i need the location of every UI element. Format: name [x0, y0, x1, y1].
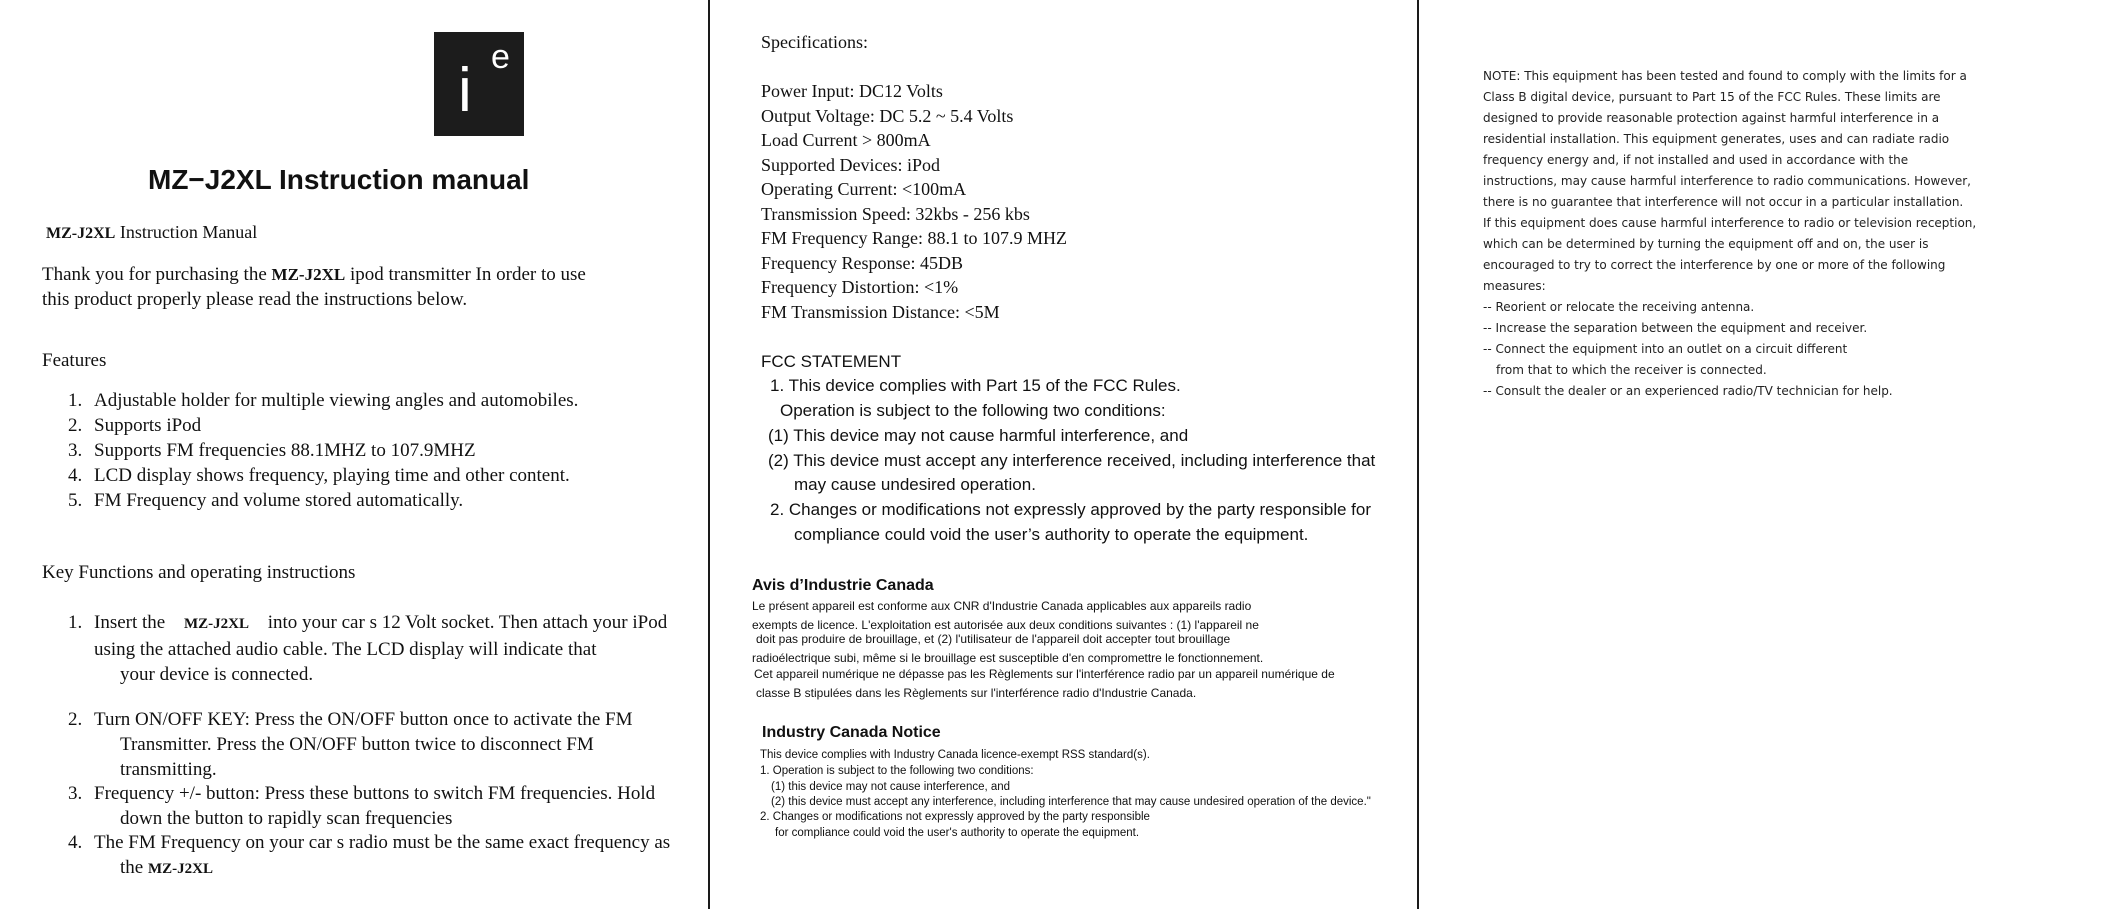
note-line: from that to which the receiver is connected. [1496, 363, 1767, 377]
note-line: residential installation. This equipment generates, uses and can radiate radio [1483, 132, 1950, 146]
kf1-line-1 [68, 610, 667, 637]
spec-item: Power Input: DC12 Volts [761, 81, 943, 101]
spec-list [761, 79, 1067, 324]
kf-num: 1. [68, 612, 83, 633]
spec-heading: Specifications: [761, 32, 868, 52]
intro-pre: Thank you for purchasing the [42, 264, 272, 285]
feature-text: FM Frequency and volume stored automatically. [94, 490, 464, 511]
spec-item: Frequency Response: 45DB [761, 252, 963, 273]
manual-subtitle [46, 222, 257, 243]
key-function-2 [68, 707, 633, 782]
ic-line: (1) this device may not cause interference, and [771, 781, 1011, 793]
fcc-line: (1) This device may not cause harmful interference, and [768, 426, 1189, 445]
kf-num: 2. [68, 709, 83, 730]
feature-num: 1. [68, 390, 83, 411]
spec-item: FM Transmission Distance: <5M [761, 301, 1000, 322]
feature-text: Adjustable holder for multiple viewing angles and automobiles. [94, 390, 579, 411]
avis-line: Le présent appareil est conforme aux CNR d'Industrie Canada applicables aux appareils radio [752, 599, 1252, 613]
feature-item [68, 388, 578, 413]
key-function-3 [68, 781, 655, 831]
kf-num: 4. [68, 832, 83, 853]
avis-line: radioélectrique subi, même si le brouillage est susceptible d'en compromettre le fonctionnement. [752, 651, 1264, 665]
note-line: NOTE: This equipment has been tested and found to comply with the limits for a [1483, 69, 1967, 83]
intro-paragraph [42, 262, 586, 312]
kf2-line-3: transmitting. [120, 759, 217, 780]
spec-item: Supported Devices: iPod [761, 154, 940, 175]
page-divider [708, 0, 710, 909]
kf1-line-2: using the attached audio cable. The LCD display will indicate that [94, 639, 597, 660]
note-line: frequency energy and, if not installed and used in accordance with the [1483, 153, 1909, 167]
page-1 [0, 0, 709, 909]
note-line: instructions, may cause harmful interference to radio communications. However, [1483, 174, 1971, 188]
kf4-pre: the [120, 857, 148, 878]
spec-item: Load Current > 800mA [761, 130, 931, 150]
note-line: Class B digital device, pursuant to Part 15 of the FCC Rules. These limits are [1483, 90, 1941, 104]
note-line: measures: [1483, 279, 1546, 293]
feature-item [68, 413, 578, 438]
fcc-line: compliance could void the user’s authority to operate the equipment. [794, 525, 1309, 544]
avis-heading: Avis d’Industrie Canada [752, 577, 934, 594]
spec-item: Transmission Speed: 32kbs - 256 kbs [761, 203, 1030, 224]
avis-line: exempts de licence. L'exploitation est autorisée aux deux conditions suivantes : (1) l'appareil ne [752, 618, 1259, 632]
note-line: -- Connect the equipment into an outlet on a circuit different [1483, 342, 1848, 356]
fcc-line: Operation is subject to the following two conditions: [780, 401, 1166, 420]
kf1-post: into your car s 12 Volt socket. Then attach your iPod [262, 612, 668, 633]
page-2 [711, 0, 1417, 909]
note-line: -- Consult the dealer or an experienced radio/TV technician for help. [1483, 384, 1893, 398]
manual-title: MZ−J2XL Instruction manual [148, 164, 530, 195]
key-function-4 [68, 830, 670, 882]
ic-line: for compliance could void the user's authority to operate the equipment. [775, 827, 1140, 839]
spec-item: Frequency Distortion: <1% [761, 277, 959, 297]
note-line: If this equipment does cause harmful interference to radio or television reception, [1483, 216, 1977, 230]
note-line: -- Increase the separation between the equipment and receiver. [1483, 321, 1868, 335]
feature-num: 3. [68, 440, 83, 461]
kf4-line-2 [68, 855, 670, 882]
note-line: -- Reorient or relocate the receiving antenna. [1483, 300, 1755, 314]
subtitle-model: MZ-J2XL [46, 225, 116, 242]
feature-num: 5. [68, 490, 83, 511]
intro-model: MZ-J2XL [271, 265, 346, 284]
ic-line: 1. Operation is subject to the following two conditions: [760, 765, 1034, 777]
feature-item [68, 438, 578, 463]
spec-item: Operating Current: <100mA [761, 179, 967, 199]
fcc-line: 1. This device complies with Part 15 of the FCC Rules. [770, 376, 1181, 395]
note-line: which can be determined by turning the equipment off and on, the user is [1483, 237, 1929, 251]
feature-text: Supports FM frequencies 88.1MHZ to 107.9MHZ [94, 440, 476, 461]
kf3-text: Frequency +/- button: Press these buttons to switch FM frequencies. Hold [94, 783, 656, 804]
ic-line: 2. Changes or modifications not expressly approved by the party responsible [760, 811, 1150, 823]
spec-item: FM Frequency Range: 88.1 to 107.9 MHZ [761, 228, 1067, 248]
key-function-1 [68, 610, 667, 687]
kf4-line-1 [68, 830, 670, 855]
kf-num: 3. [68, 783, 83, 804]
spec-item: Output Voltage: DC 5.2 ~ 5.4 Volts [761, 105, 1014, 126]
features-heading: Features [42, 350, 107, 371]
note-line: designed to provide reasonable protection against harmful interference in a [1483, 111, 1940, 125]
page-3 [1419, 0, 2128, 909]
avis-line: classe B stipulées dans les Règlements sur l'interférence radio d'Industrie Canada. [756, 686, 1197, 700]
key-functions-heading: Key Functions and operating instructions [42, 562, 356, 583]
kf2-line-2: Transmitter. Press the ON/OFF button twice to disconnect FM [120, 734, 594, 755]
kf3-line-2: down the button to rapidly scan frequencies [120, 808, 453, 829]
kf4-model: MZ-J2XL [147, 861, 213, 877]
feature-item [68, 463, 578, 488]
avis-line: doit pas produire de brouillage, et (2) l'utilisateur de l'appareil doit accepter tout brouillage [756, 632, 1231, 646]
fcc-line: (2) This device must accept any interference received, including interference that [768, 451, 1376, 470]
subtitle-text: Instruction Manual [119, 222, 258, 242]
ic-heading: Industry Canada Notice [762, 724, 941, 741]
kf1-line-3: your device is connected. [120, 664, 314, 685]
kf1-pre: Insert the [94, 612, 170, 633]
feature-num: 4. [68, 465, 83, 486]
brand-logo [434, 32, 524, 136]
feature-num: 2. [68, 415, 83, 436]
intro-line-2: this product properly please read the instructions below. [42, 289, 468, 310]
ic-line: This device complies with Industry Canada licence-exempt RSS standard(s). [760, 749, 1150, 761]
logo-letter-e: e [491, 38, 510, 76]
fcc-line: may cause undesired operation. [794, 475, 1036, 494]
kf1-model: MZ-J2XL [183, 616, 249, 632]
fcc-line: 2. Changes or modifications not expressly approved by the party responsible for [770, 500, 1371, 519]
kf2-text: Turn ON/OFF KEY: Press the ON/OFF button once to activate the FM [94, 709, 633, 730]
kf4-text: The FM Frequency on your car s radio must be the same exact frequency as [94, 832, 671, 853]
ic-line: (2) this device must accept any interference, including interference that may cause undesired operation of the device." [771, 796, 1371, 808]
kf2-line-1 [68, 707, 633, 732]
logo-letter-i: i [458, 56, 472, 125]
feature-item [68, 488, 578, 513]
kf3-line-1 [68, 781, 655, 806]
fcc-heading: FCC STATEMENT [761, 352, 902, 371]
intro-line-1 [42, 262, 586, 287]
features-list [68, 388, 578, 513]
note-line: there is no guarantee that interference will not occur in a particular installation. [1483, 195, 1964, 209]
feature-text: LCD display shows frequency, playing time and other content. [94, 465, 570, 486]
intro-post: ipod transmitter In order to use [345, 264, 586, 285]
avis-line: Cet appareil numérique ne dépasse pas les Règlements sur l'interférence radio par un appareil numérique de [754, 667, 1335, 681]
note-line: encouraged to try to correct the interference by one or more of the following [1483, 258, 1946, 272]
feature-text: Supports iPod [94, 415, 202, 436]
